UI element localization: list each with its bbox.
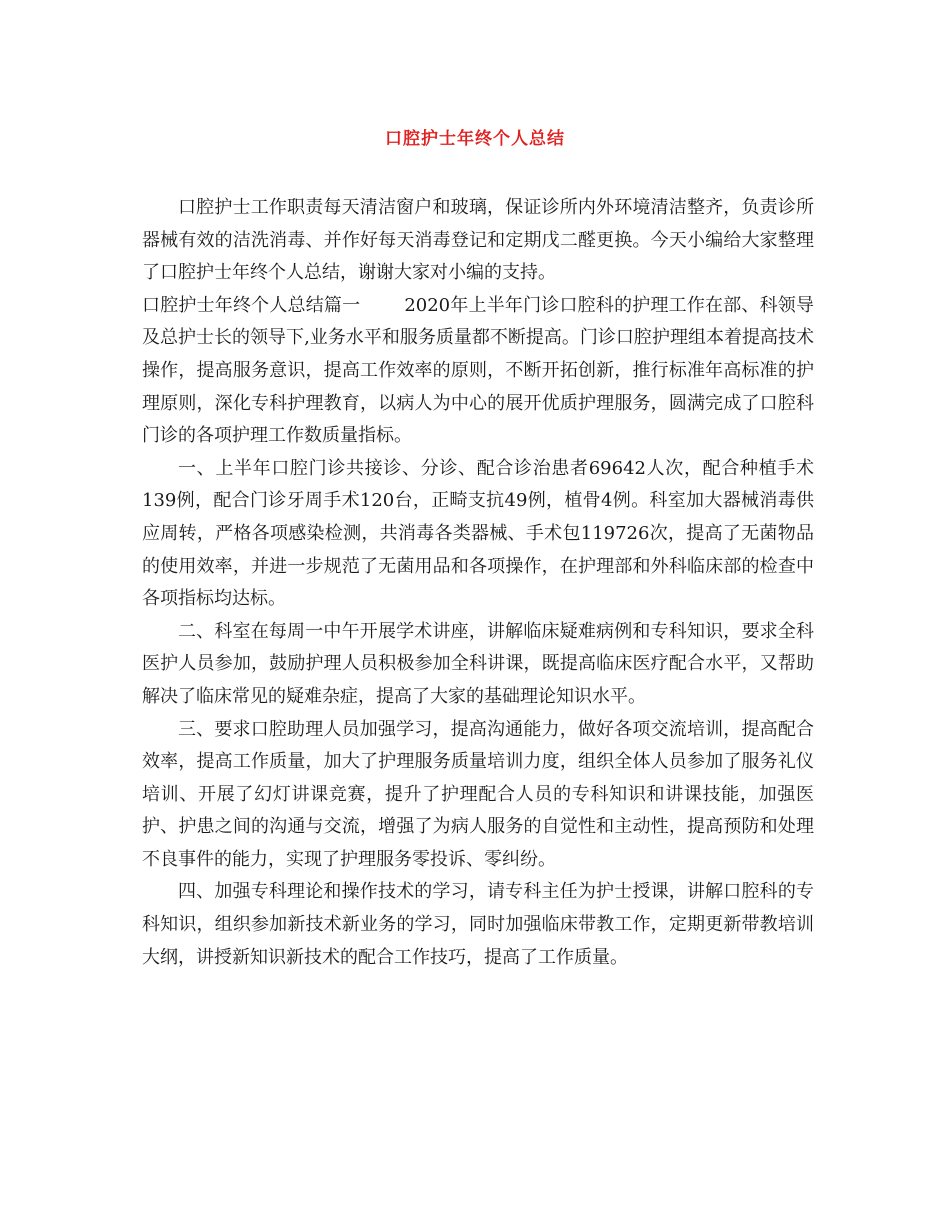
intro-paragraph: 口腔护士工作职责每天清洁窗户和玻璃，保证诊所内外环境清洁整齐，负责诊所器械有效的洁洗消毒、并作好每天消毒登记和定期戊二醛更换。今天小编给大家整理了口腔护士年终个人总结，谢谢大家对小编的支持。 xyxy=(142,197,814,284)
section-opening: 2020年上半年门诊口腔科的护理工作在部、科领导及总护士长的领导下,业务水平和服务质量都不断提高。门诊口腔护理组本着提高技术操作，提高服务意识，提高工作效率的原则，不断开拓创新，推行标准年高标准的护理原则，深化专科护理教育，以病人为中心的展开优质护理服务，圆满完成了口腔科门诊的各项护理工作数质量指标。 xyxy=(142,294,815,447)
document-title: 口腔护士年终个人总结 xyxy=(385,129,565,149)
document-body xyxy=(142,192,814,974)
body-paragraph-2: 二、科室在每周一中午开展学术讲座，讲解临床疑难病例和专科知识，要求全科医护人员参加，鼓励护理人员积极参加全科讲课，既提高临床医疗配合水平，又帮助解决了临床常见的疑难杂症，提高了大家的基础理论知识水平。 xyxy=(142,620,814,707)
section-paragraph xyxy=(142,290,814,453)
section-heading: 口腔护士年终个人总结篇一 xyxy=(142,294,361,316)
body-paragraph-3: 三、要求口腔助理人员加强学习，提高沟通能力，做好各项交流培训，提高配合效率，提高工作质量，加大了护理服务质量培训力度，组织全体人员参加了服务礼仪培训、开展了幻灯讲课竞赛，提升了护理配合人员的专科知识和讲课技能，加强医护、护患之间的沟通与交流，增强了为病人服务的自觉性和主动性，提高预防和处理不良事件的能力，实现了护理服务零投诉、零纠纷。 xyxy=(142,718,814,870)
body-paragraph-1: 一、上半年口腔门诊共接诊、分诊、配合诊治患者69642人次，配合种植手术139例，配合门诊牙周手术120台，正畸支抗49例，植骨4例。科室加大器械消毒供应周转，严格各项感染检测，共消毒各类器械、手术包119726次，提高了无菌物品的使用效率，并进一步规范了无菌用品和各项操作，在护理部和外科临床部的检查中各项指标均达标。 xyxy=(142,457,814,610)
body-paragraph-4: 四、加强专科理论和操作技术的学习，请专科主任为护士授课，讲解口腔科的专科知识，组织参加新技术新业务的学习，同时加强临床带教工作，定期更新带教培训大纲，讲授新知识新技术的配合工作技巧，提高了工作质量。 xyxy=(142,881,814,968)
